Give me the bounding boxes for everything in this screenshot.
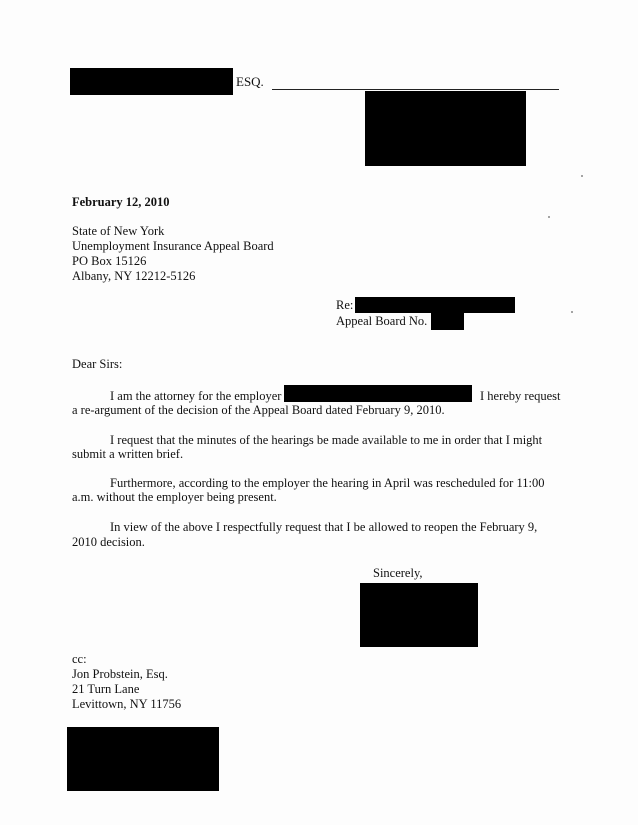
cc-line: Jon Probstein, Esq. xyxy=(72,667,168,681)
paragraph-1-start: I am the attorney for the employer xyxy=(110,389,282,403)
redacted-employer-name xyxy=(284,385,472,402)
scan-speck xyxy=(571,311,573,313)
cc-line: 21 Turn Lane xyxy=(72,682,140,696)
paragraph-3-line-2: a.m. without the employer being present. xyxy=(72,490,277,504)
scan-speck xyxy=(548,216,550,218)
redacted-claimant-name xyxy=(355,297,515,313)
salutation: Dear Sirs: xyxy=(72,357,123,371)
paragraph-3-line-1: Furthermore, according to the employer the hearing in April was rescheduled for 11:00 xyxy=(110,476,545,490)
scan-speck xyxy=(581,175,583,177)
redacted-attorney-name xyxy=(70,68,233,95)
paragraph-2-line-2: submit a written brief. xyxy=(72,447,184,461)
paragraph-4-line-1: In view of the above I respectfully request that I be allowed to reopen the February 9, xyxy=(110,520,538,534)
cc-block xyxy=(72,652,181,712)
recipient-line: Unemployment Insurance Appeal Board xyxy=(72,239,274,253)
redacted-appeal-number xyxy=(431,313,464,330)
paragraph-2-line-1: I request that the minutes of the hearings be made available to me in order that I might xyxy=(110,433,543,447)
letter-date: February 12, 2010 xyxy=(72,195,170,209)
recipient-line: PO Box 15126 xyxy=(72,254,147,268)
letterhead-esq: ESQ. xyxy=(236,74,264,89)
re-label: Re: xyxy=(336,298,354,312)
redacted-signature xyxy=(360,583,478,647)
appeal-board-label: Appeal Board No. xyxy=(336,314,428,328)
redacted-letterhead-address xyxy=(365,91,526,166)
recipient-line: State of New York xyxy=(72,224,165,238)
letterhead-rule xyxy=(272,89,559,90)
cc-label: cc: xyxy=(72,652,87,666)
paragraph-4-line-2: 2010 decision. xyxy=(72,535,145,549)
recipient-line: Albany, NY 12212-5126 xyxy=(72,269,196,283)
paragraph-1-line-2: a re-argument of the decision of the Appeal Board dated February 9, 2010. xyxy=(72,403,445,417)
closing: Sincerely, xyxy=(373,566,423,580)
paragraph-1-end: I hereby request xyxy=(480,389,561,403)
redacted-footer xyxy=(67,727,219,791)
recipient-address xyxy=(72,224,274,284)
cc-line: Levittown, NY 11756 xyxy=(72,697,182,711)
